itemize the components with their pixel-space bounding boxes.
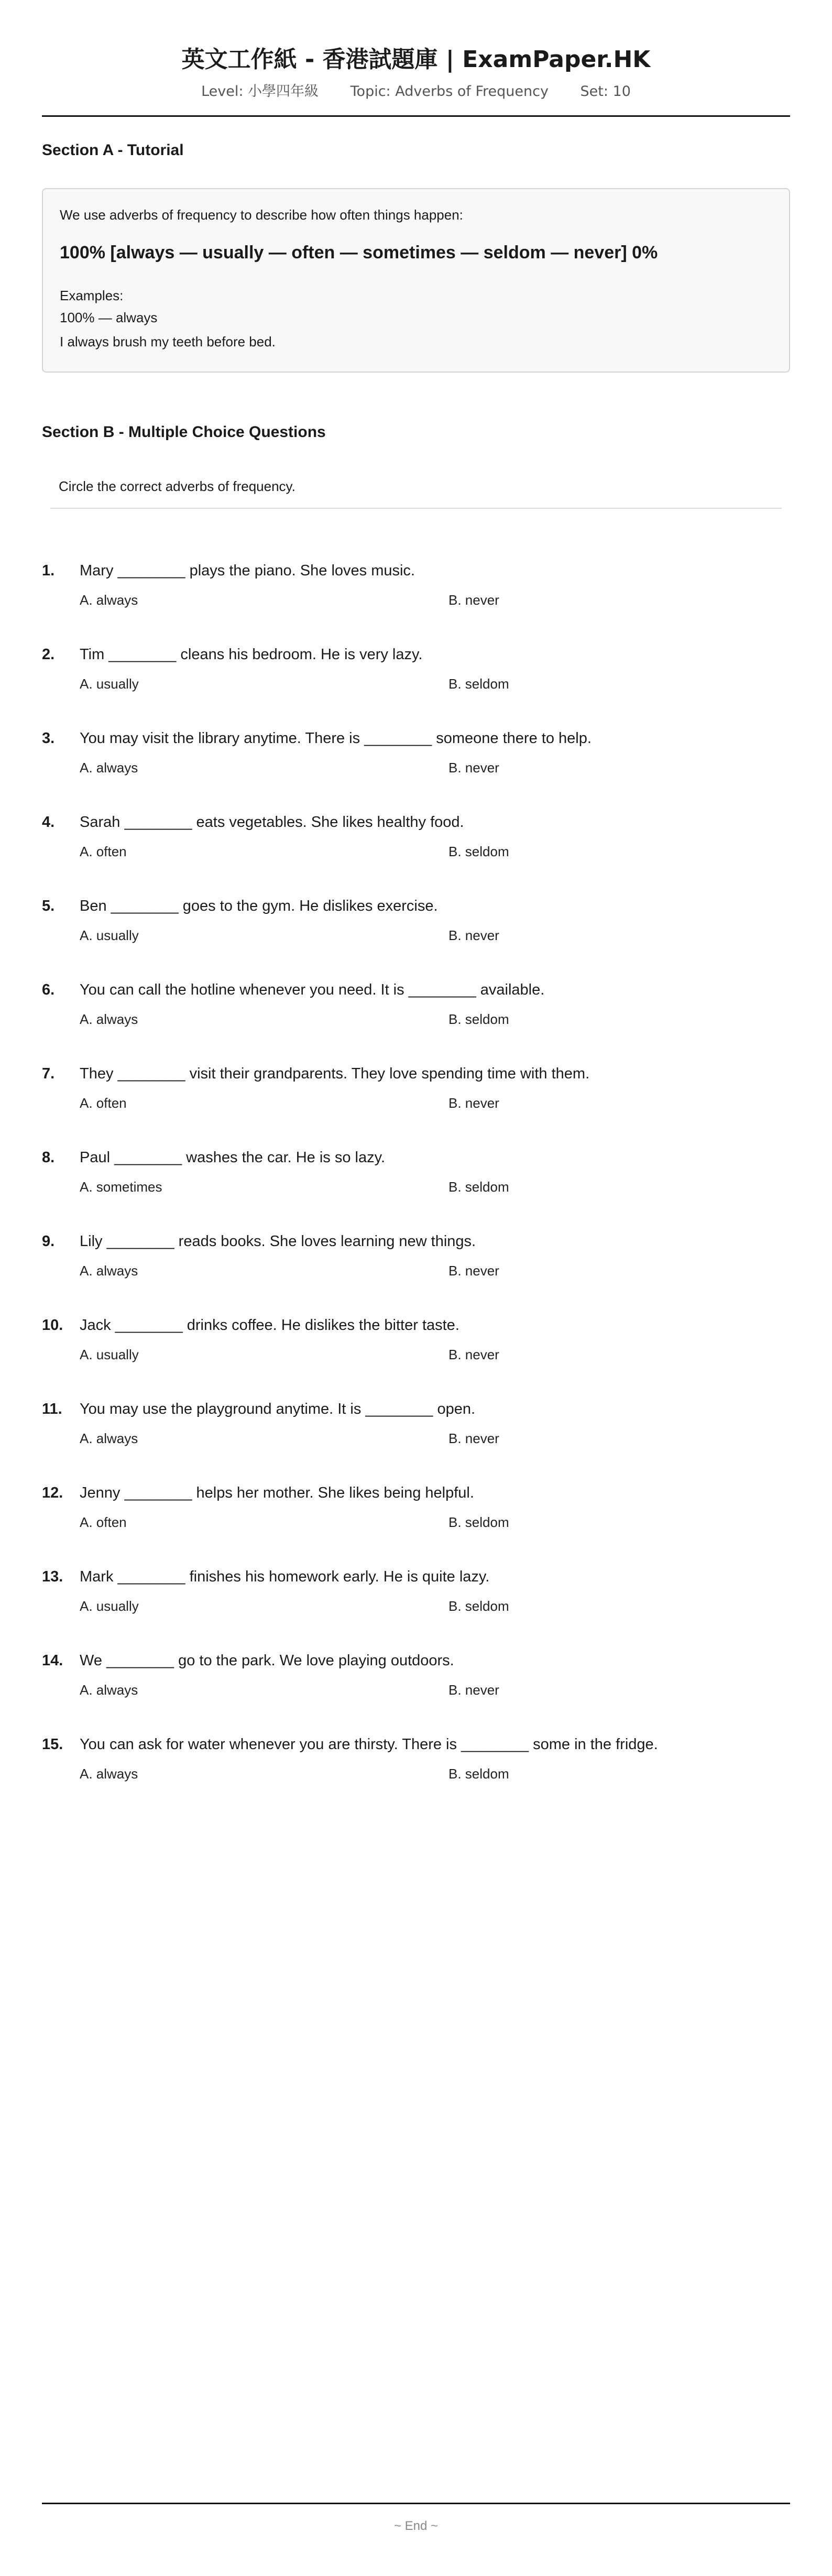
header-divider [42, 115, 790, 117]
question-text: They ________ visit their grandparents. They love spending time with them. [80, 1065, 590, 1082]
level-label: Level: 小學四年級 [201, 83, 319, 100]
option-a[interactable]: A. always [80, 1431, 138, 1446]
section-a [42, 140, 790, 373]
option-b[interactable]: B. seldom [448, 844, 509, 859]
worksheet-page [42, 0, 790, 1818]
question-item [42, 1231, 790, 1315]
footer-divider [42, 2503, 790, 2504]
question-text: Jack ________ drinks coffee. He dislikes the bitter taste. [80, 1317, 459, 1334]
question-number: 13. [42, 1568, 63, 1585]
question-item [42, 1482, 790, 1566]
option-a[interactable]: A. usually [80, 676, 139, 692]
question-number: 4. [42, 814, 55, 831]
option-b[interactable]: B. never [448, 1682, 499, 1698]
option-a[interactable]: A. often [80, 1095, 127, 1111]
question-number: 12. [42, 1485, 63, 1501]
option-b[interactable]: B. seldom [448, 1766, 509, 1782]
question-number: 6. [42, 981, 55, 998]
question-number: 5. [42, 898, 55, 914]
question-number: 1. [42, 562, 55, 579]
question-list [42, 560, 790, 1818]
option-a[interactable]: A. always [80, 1263, 138, 1279]
option-b[interactable]: B. seldom [448, 676, 509, 692]
option-b[interactable]: B. never [448, 1431, 499, 1446]
option-a[interactable]: A. always [80, 1682, 138, 1698]
option-b[interactable]: B. never [448, 1263, 499, 1279]
question-text: Ben ________ goes to the gym. He dislikes exercise. [80, 898, 438, 914]
question-item [42, 560, 790, 644]
section-b [42, 422, 790, 1818]
option-b[interactable]: B. seldom [448, 1514, 509, 1530]
frequency-scale: 100% [always — usually — often — sometimes — seldom — never] 0% [60, 243, 658, 263]
option-b[interactable]: B. never [448, 1347, 499, 1362]
question-text: Mary ________ plays the piano. She loves music. [80, 562, 415, 579]
option-a[interactable]: A. always [80, 1011, 138, 1027]
option-b[interactable]: B. seldom [448, 1598, 509, 1614]
option-a[interactable]: A. usually [80, 1347, 139, 1362]
question-text: You can call the hotline whenever you need. It is ________ available. [80, 981, 545, 998]
instruction-box [50, 470, 782, 509]
question-item [42, 1399, 790, 1482]
option-a[interactable]: A. often [80, 1514, 127, 1530]
question-item [42, 1650, 790, 1734]
topic-label: Topic: Adverbs of Frequency [350, 83, 549, 100]
option-a[interactable]: A. usually [80, 927, 139, 943]
option-b[interactable]: B. never [448, 760, 499, 776]
example-item: I always brush my teeth before bed. [60, 334, 276, 350]
question-number: 15. [42, 1736, 63, 1753]
option-b[interactable]: B. never [448, 592, 499, 608]
option-a[interactable]: A. always [80, 760, 138, 776]
section-a-title: Section A - Tutorial [42, 141, 184, 159]
question-text: Jenny ________ helps her mother. She likes being helpful. [80, 1485, 474, 1501]
question-item [42, 1566, 790, 1650]
option-b[interactable]: B. never [448, 1095, 499, 1111]
option-a[interactable]: A. always [80, 1766, 138, 1782]
option-a[interactable]: A. often [80, 844, 127, 859]
question-text: You may use the playground anytime. It is ________ open. [80, 1401, 476, 1417]
worksheet-meta [42, 82, 790, 102]
question-text: We ________ go to the park. We love playing outdoors. [80, 1652, 454, 1669]
option-b[interactable]: B. never [448, 927, 499, 943]
examples-label: Examples: [60, 288, 124, 303]
option-b[interactable]: B. seldom [448, 1179, 509, 1195]
question-text: Tim ________ cleans his bedroom. He is very lazy. [80, 646, 423, 663]
question-number: 11. [42, 1401, 62, 1417]
question-number: 9. [42, 1233, 55, 1250]
question-number: 3. [42, 730, 55, 747]
instruction-text: Circle the correct adverbs of frequency. [59, 478, 295, 494]
question-number: 7. [42, 1065, 55, 1082]
question-text: Mark ________ finishes his homework early. He is quite lazy. [80, 1568, 490, 1585]
question-item [42, 644, 790, 728]
question-number: 10. [42, 1317, 63, 1334]
question-text: Paul ________ washes the car. He is so lazy. [80, 1149, 386, 1166]
option-a[interactable]: A. usually [80, 1598, 139, 1614]
question-item [42, 812, 790, 896]
tutorial-intro: We use adverbs of frequency to describe how often things happen: [60, 207, 463, 223]
option-a[interactable]: A. always [80, 592, 138, 608]
question-item [42, 1315, 790, 1399]
question-text: You may visit the library anytime. There is ________ someone there to help. [80, 730, 592, 747]
question-text: Lily ________ reads books. She loves learning new things. [80, 1233, 476, 1250]
end-marker: ~ End ~ [393, 2519, 439, 2533]
question-item [42, 1063, 790, 1147]
page-title: 英文工作紙 - 香港試題庫 | ExamPaper.HK [181, 46, 651, 73]
question-number: 8. [42, 1149, 55, 1166]
question-item [42, 728, 790, 812]
question-item [42, 896, 790, 979]
option-b[interactable]: B. seldom [448, 1011, 509, 1027]
example-item: 100% — always [60, 310, 158, 325]
question-text: You can ask for water whenever you are thirsty. There is ________ some in the fridge. [80, 1736, 658, 1753]
set-label: Set: 10 [580, 83, 631, 100]
question-number: 2. [42, 646, 55, 663]
tutorial-box [42, 188, 790, 373]
question-item [42, 1734, 790, 1818]
section-b-title: Section B - Multiple Choice Questions [42, 423, 326, 441]
worksheet-header [42, 0, 790, 117]
question-text: Sarah ________ eats vegetables. She likes healthy food. [80, 814, 464, 831]
question-number: 14. [42, 1652, 63, 1669]
option-a[interactable]: A. sometimes [80, 1179, 162, 1195]
question-item [42, 979, 790, 1063]
question-item [42, 1147, 790, 1231]
